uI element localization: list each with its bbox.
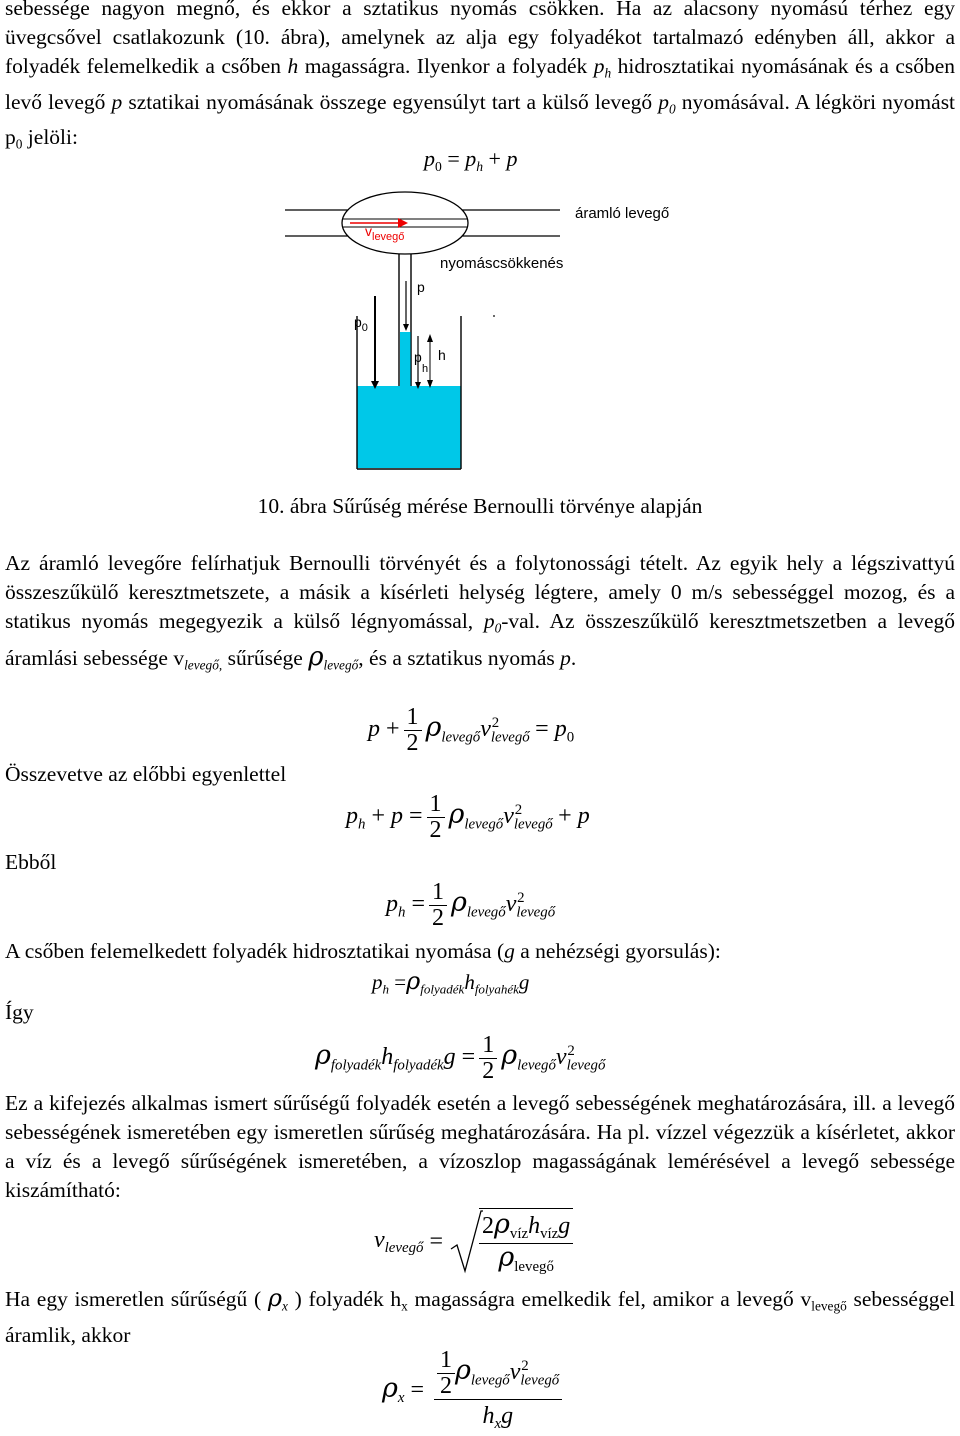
unknown-density-paragraph: Ha egy ismeretlen sűrűségű ( $\rho_x$ ) folyadék $h_x$ magasságra emelkedik fel, amikor a levegő $v_{levegő}$ sebességgel áramlik, akkor bbox=[5, 1284, 955, 1347]
equation-ph: $p_h$ = $\frac{1}{2}$ $\rho_{levegő}v_{levegő}^2$ bbox=[386, 879, 556, 932]
intro-paragraph: sebessége nagyon megnő, és ekkor a sztatikus nyomás csökken. Ha az alacsony nyomású térhez egy üvegcsővel csatlakozunk (10. ábra), amelynek az alja egy folyadékot tartalmazó edényben áll, akkor a folyadék felemelkedik a csőben h magasságra. Ilyenkor a folyadék $p_h$ hidrosztatikai nyomásának és a csőben levő levegő p sztatikai nyomásának összege egyensúlyt tart a külső levegő $p_0$ nyomásával. A légköri nyomást $p_0$ jelöli: bbox=[5, 0, 956, 152]
equation-thus: $\rho_{folyadék}h_{folyadék}g$ = $\frac{1}{2}$ $\rho_{levegő}v_{levegő}^2$ bbox=[315, 1032, 606, 1085]
bernoulli-paragraph: Az áramló levegőre felírhatjuk Bernoulli törvényét és a folytonossági tételt. Az egyik hely a légszivattyú összeszűkülő keresztmetszete, a másik a kísérleti helység légtere, amely 0 m/s sebességgel mozog, és a statikus nyomás megegyezik a külső légnyomással, $p_0$-val. Az összeszűkülő keresztmetszetben a levegő áramlási sebessége $v_{levegő,}$ sűrűsége $\rho_{levegő}$, és a sztatikus nyomás p. bbox=[5, 551, 955, 673]
label-h: h bbox=[438, 347, 446, 363]
equation-velocity: $v_{levegő}$ = $\frac{2\rho_{víz}h_{víz}g}{\rho_{levegő}}$ bbox=[374, 1208, 577, 1280]
bernoulli-apparatus-figure bbox=[270, 186, 690, 471]
liquid-column bbox=[400, 332, 411, 392]
equation-unknown-density: $\rho_x$ = $\frac{1}{2}$ $\rho_{levegő}v_{levegő}^2$ $h_xg$ bbox=[382, 1348, 566, 1433]
equation-atmospheric: $p_0 = p_h + p$ bbox=[424, 146, 518, 174]
equation-compare: $p_h + p$ = $\frac{1}{2}$ $\rho_{levegő}v_{levegő}^2 + p$ bbox=[346, 791, 590, 844]
figure-caption: 10. ábra Sűrűség mérése Bernoulli törvénye alapján bbox=[257, 494, 703, 518]
equation-bernoulli: p + $\frac{1}{2}$ $\rho_{levegő}v_{levegő}^2 = p_0$ bbox=[368, 704, 575, 757]
label-pressure-drop: nyomáscsökkenés bbox=[440, 255, 564, 272]
label-hence: Ebből bbox=[5, 850, 57, 874]
label-thus: Így bbox=[5, 1000, 34, 1024]
liquid-in-beaker bbox=[357, 386, 461, 468]
label-ph: ph bbox=[414, 349, 429, 375]
application-paragraph: Ez a kifejezés alkalmas ismert sűrűségű folyadék esetén a levegő sebességének meghatározására, ill. a levegő sebességének ismeretében egy ismeretlen sűrűség meghatározására. Ha pl. vízzel végezzük a kísérletet, akkor a víz és a levegő sűrűségének ismeretében, a vízoszlop magasságának lemérésével a levegő sebessége kiszámítható: bbox=[5, 1091, 955, 1202]
sqrt-sign bbox=[449, 1209, 483, 1275]
label-compare: Összevetve az előbbi egyenlettel bbox=[5, 762, 287, 786]
label-p: p bbox=[417, 279, 425, 295]
label-flowing-air: áramló levegő bbox=[575, 205, 670, 222]
label-air-velocity: $v_{levegő}$ bbox=[365, 223, 405, 243]
label-p0: $p_0$ bbox=[354, 314, 368, 334]
hydrostatic-paragraph: A csőben felemelkedett folyadék hidrosztatikai nyomása (g a nehézségi gyorsulás): bbox=[5, 939, 721, 963]
equation-hydrostatic: $p_h =\rho_{folyadék}h_{folyahék}g$ bbox=[372, 967, 530, 997]
